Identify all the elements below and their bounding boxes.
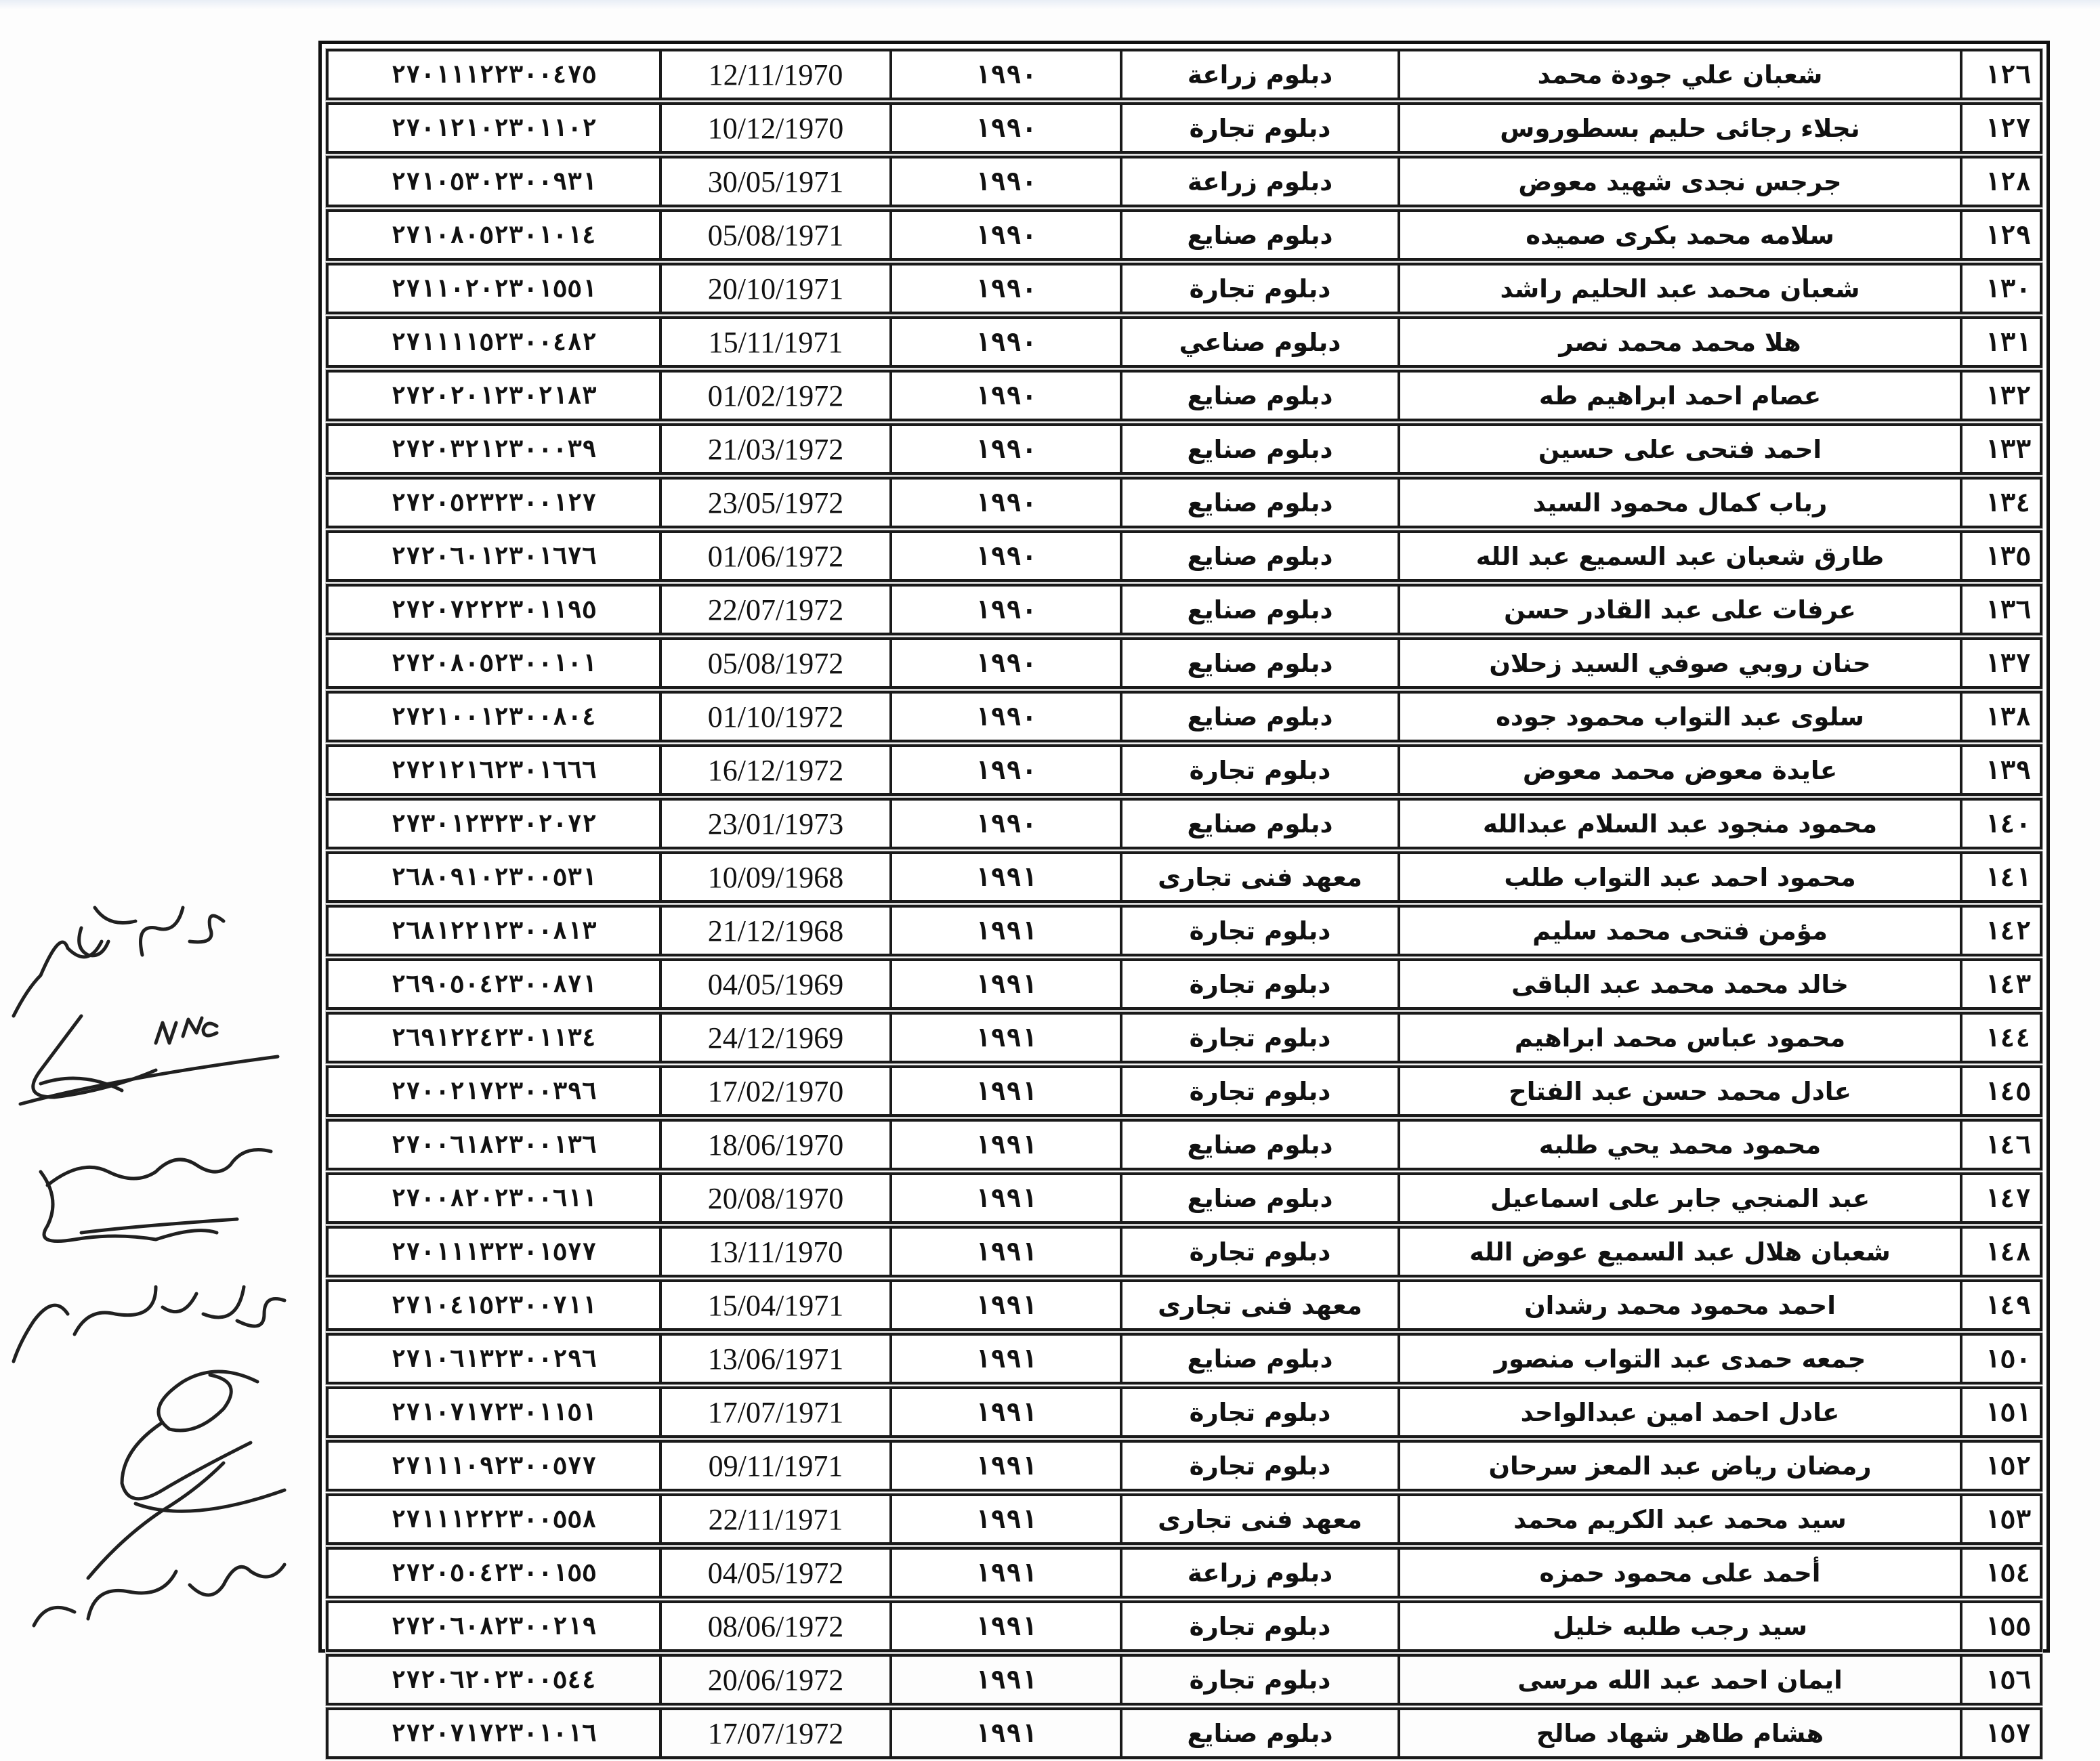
scan-top-edge bbox=[0, 0, 2100, 9]
qualification-cell: دبلوم تجارة bbox=[1122, 1012, 1400, 1063]
table-row bbox=[326, 1440, 2042, 1491]
national-id-cell: ٢٧١١١٢٢٢٣٠٠٥٥٨ bbox=[326, 1493, 662, 1545]
cell-gap bbox=[1962, 1226, 1976, 1277]
table-row bbox=[326, 423, 2042, 475]
graduation-year-cell: ١٩٩٠ bbox=[892, 102, 1122, 154]
qualification-cell: دبلوم زراعة bbox=[1122, 156, 1400, 207]
serial-number-cell: ١٢٧ bbox=[1976, 102, 2042, 154]
serial-number-cell: ١٢٩ bbox=[1976, 209, 2042, 261]
table-row bbox=[326, 1600, 2042, 1652]
serial-number-cell: ١٥٢ bbox=[1976, 1440, 2042, 1491]
cell-gap bbox=[1962, 1440, 1976, 1491]
cell-gap bbox=[1962, 1172, 1976, 1224]
national-id-cell: ٢٧٢٠٢٠١٢٣٠٢١٨٣ bbox=[326, 370, 662, 421]
graduation-year-cell: ١٩٩٠ bbox=[892, 209, 1122, 261]
cell-gap bbox=[1962, 370, 1976, 421]
qualification-cell: دبلوم تجارة bbox=[1122, 1440, 1400, 1491]
graduation-year-cell: ١٩٩٠ bbox=[892, 370, 1122, 421]
serial-number-cell: ١٥١ bbox=[1976, 1386, 2042, 1438]
national-id-cell: ٢٧١١١٠٩٢٣٠٠٥٧٧ bbox=[326, 1440, 662, 1491]
full-name-cell: احمد محمود محمد رشدان bbox=[1400, 1279, 1962, 1331]
qualification-cell: دبلوم زراعة bbox=[1122, 1547, 1400, 1598]
cell-gap bbox=[1962, 1386, 1976, 1438]
graduation-year-cell: ١٩٩١ bbox=[892, 1440, 1122, 1491]
table-row bbox=[326, 156, 2042, 207]
table-row bbox=[326, 102, 2042, 154]
qualification-cell: دبلوم صنايع bbox=[1122, 209, 1400, 261]
full-name-cell: حنان روبي صوفي السيد زحلان bbox=[1400, 637, 1962, 689]
cell-gap bbox=[1962, 1333, 1976, 1384]
full-name-cell: رمضان رياض عبد المعز سرحان bbox=[1400, 1440, 1962, 1491]
cell-gap bbox=[1962, 905, 1976, 956]
signatures-area bbox=[0, 880, 305, 1659]
full-name-cell: نجلاء رجائى حليم بسطوروس bbox=[1400, 102, 1962, 154]
birth-date-cell: 12/11/1970 bbox=[662, 49, 892, 100]
serial-number-cell: ١٣٥ bbox=[1976, 530, 2042, 582]
national-id-cell: ٢٧٠٠٦١٨٢٣٠٠١٣٦ bbox=[326, 1119, 662, 1170]
graduation-year-cell: ١٩٩٠ bbox=[892, 798, 1122, 849]
full-name-cell: محمود عباس محمد ابراهيم bbox=[1400, 1012, 1962, 1063]
full-name-cell: محمود محمد يحي طلبه bbox=[1400, 1119, 1962, 1170]
qualification-cell: دبلوم صنايع bbox=[1122, 691, 1400, 742]
full-name-cell: سلوى عبد التواب محمود جوده bbox=[1400, 691, 1962, 742]
serial-number-cell: ١٣٩ bbox=[1976, 744, 2042, 796]
full-name-cell: عرفات على عبد القادر حسن bbox=[1400, 584, 1962, 635]
serial-number-cell: ١٥٠ bbox=[1976, 1333, 2042, 1384]
birth-date-cell: 08/06/1972 bbox=[662, 1600, 892, 1652]
qualification-cell: دبلوم صنايع bbox=[1122, 637, 1400, 689]
table-row bbox=[326, 1333, 2042, 1384]
table-row bbox=[326, 1119, 2042, 1170]
serial-number-cell: ١٥٤ bbox=[1976, 1547, 2042, 1598]
cell-gap bbox=[1962, 1707, 1976, 1759]
signature-5 bbox=[88, 1372, 285, 1578]
cell-gap bbox=[1962, 691, 1976, 742]
national-id-cell: ٢٧٢٠٣٢١٢٣٠٠٠٣٩ bbox=[326, 423, 662, 475]
qualification-cell: دبلوم تجارة bbox=[1122, 263, 1400, 314]
serial-number-cell: ١٤٨ bbox=[1976, 1226, 2042, 1277]
graduation-year-cell: ١٩٩٠ bbox=[892, 316, 1122, 368]
qualification-cell: دبلوم صنايع bbox=[1122, 1119, 1400, 1170]
cell-gap bbox=[1962, 584, 1976, 635]
birth-date-cell: 22/11/1971 bbox=[662, 1493, 892, 1545]
birth-date-cell: 05/08/1971 bbox=[662, 209, 892, 261]
roster-sheet bbox=[318, 41, 2050, 1750]
national-id-cell: ٢٧٢٠٥٢٣٢٣٠٠١٢٧ bbox=[326, 477, 662, 528]
cell-gap bbox=[1962, 1654, 1976, 1705]
qualification-cell: دبلوم صنايع bbox=[1122, 1707, 1400, 1759]
table-row bbox=[326, 637, 2042, 689]
graduation-year-cell: ١٩٩٠ bbox=[892, 477, 1122, 528]
graduation-year-cell: ١٩٩٠ bbox=[892, 49, 1122, 100]
qualification-cell: معهد فنى تجارى bbox=[1122, 1279, 1400, 1331]
cell-gap bbox=[1962, 316, 1976, 368]
national-id-cell: ٢٧٠٠٢١٧٢٣٠٠٣٩٦ bbox=[326, 1065, 662, 1117]
full-name-cell: عبد المنجي جابر على اسماعيل bbox=[1400, 1172, 1962, 1224]
graduation-year-cell: ١٩٩١ bbox=[892, 1065, 1122, 1117]
signature-4 bbox=[14, 1287, 285, 1361]
full-name-cell: شعبان هلال عبد السميع عوض الله bbox=[1400, 1226, 1962, 1277]
signature-2-gnmc bbox=[20, 1016, 278, 1104]
full-name-cell: عصام احمد ابراهيم طه bbox=[1400, 370, 1962, 421]
full-name-cell: مؤمن فتحى محمد سليم bbox=[1400, 905, 1962, 956]
national-id-cell: ٢٧٠١١١٣٢٣٠١٥٧٧ bbox=[326, 1226, 662, 1277]
table-row bbox=[326, 1547, 2042, 1598]
graduation-year-cell: ١٩٩١ bbox=[892, 958, 1122, 1010]
graduation-year-cell: ١٩٩١ bbox=[892, 1172, 1122, 1224]
cell-gap bbox=[1962, 49, 1976, 100]
national-id-cell: ٢٧٠٠٨٢٠٢٣٠٠٦١١ bbox=[326, 1172, 662, 1224]
serial-number-cell: ١٥٦ bbox=[1976, 1654, 2042, 1705]
qualification-cell: دبلوم تجارة bbox=[1122, 1226, 1400, 1277]
birth-date-cell: 22/07/1972 bbox=[662, 584, 892, 635]
birth-date-cell: 20/10/1971 bbox=[662, 263, 892, 314]
birth-date-cell: 15/04/1971 bbox=[662, 1279, 892, 1331]
qualification-cell: دبلوم تجارة bbox=[1122, 1065, 1400, 1117]
full-name-cell: سلامه محمد بكرى صميده bbox=[1400, 209, 1962, 261]
serial-number-cell: ١٤٤ bbox=[1976, 1012, 2042, 1063]
table-row bbox=[326, 744, 2042, 796]
qualification-cell: دبلوم صنايع bbox=[1122, 1333, 1400, 1384]
qualification-cell: دبلوم تجارة bbox=[1122, 102, 1400, 154]
national-id-cell: ٢٧٢٠٥٠٤٢٣٠٠١٥٥ bbox=[326, 1547, 662, 1598]
full-name-cell: أحمد على محمود حمزه bbox=[1400, 1547, 1962, 1598]
graduation-year-cell: ١٩٩١ bbox=[892, 1493, 1122, 1545]
graduation-year-cell: ١٩٩١ bbox=[892, 1386, 1122, 1438]
serial-number-cell: ١٤٦ bbox=[1976, 1119, 2042, 1170]
serial-number-cell: ١٣٣ bbox=[1976, 423, 2042, 475]
serial-number-cell: ١٣٠ bbox=[1976, 263, 2042, 314]
table-row bbox=[326, 209, 2042, 261]
birth-date-cell: 05/08/1972 bbox=[662, 637, 892, 689]
birth-date-cell: 24/12/1969 bbox=[662, 1012, 892, 1063]
full-name-cell: رباب كمال محمود السيد bbox=[1400, 477, 1962, 528]
serial-number-cell: ١٤٩ bbox=[1976, 1279, 2042, 1331]
cell-gap bbox=[1962, 209, 1976, 261]
national-id-cell: ٢٧٢٠٧١٧٢٣٠١٠١٦ bbox=[326, 1707, 662, 1759]
serial-number-cell: ١٤٥ bbox=[1976, 1065, 2042, 1117]
full-name-cell: ايمان احمد عبد الله مرسى bbox=[1400, 1654, 1962, 1705]
qualification-cell: دبلوم صنايع bbox=[1122, 477, 1400, 528]
graduation-year-cell: ١٩٩١ bbox=[892, 1654, 1122, 1705]
table-row bbox=[326, 1654, 2042, 1705]
birth-date-cell: 23/05/1972 bbox=[662, 477, 892, 528]
graduation-year-cell: ١٩٩١ bbox=[892, 851, 1122, 903]
roster-table-body bbox=[326, 49, 2042, 1759]
cell-gap bbox=[1962, 1012, 1976, 1063]
serial-number-cell: ١٢٦ bbox=[1976, 49, 2042, 100]
serial-number-cell: ١٤٣ bbox=[1976, 958, 2042, 1010]
cell-gap bbox=[1962, 1119, 1976, 1170]
graduation-year-cell: ١٩٩٠ bbox=[892, 744, 1122, 796]
national-id-cell: ٢٦٩١٢٢٤٢٣٠١١٣٤ bbox=[326, 1012, 662, 1063]
qualification-cell: دبلوم تجارة bbox=[1122, 905, 1400, 956]
national-id-cell: ٢٧٠١٢١٠٢٣٠١١٠٢ bbox=[326, 102, 662, 154]
full-name-cell: طارق شعبان عبد السميع عبد الله bbox=[1400, 530, 1962, 582]
national-id-cell: ٢٧٠١١١٢٢٣٠٠٤٧٥ bbox=[326, 49, 662, 100]
table-row bbox=[326, 1226, 2042, 1277]
full-name-cell: شعبان علي جودة محمد bbox=[1400, 49, 1962, 100]
qualification-cell: دبلوم صنايع bbox=[1122, 1172, 1400, 1224]
birth-date-cell: 21/12/1968 bbox=[662, 905, 892, 956]
graduation-year-cell: ١٩٩٠ bbox=[892, 530, 1122, 582]
national-id-cell: ٢٧٣٠١٢٣٢٣٠٢٠٧٢ bbox=[326, 798, 662, 849]
cell-gap bbox=[1962, 423, 1976, 475]
birth-date-cell: 04/05/1972 bbox=[662, 1547, 892, 1598]
roster-table bbox=[326, 47, 2042, 1761]
birth-date-cell: 10/09/1968 bbox=[662, 851, 892, 903]
national-id-cell: ٢٧١٠٥٣٠٢٣٠٠٩٣١ bbox=[326, 156, 662, 207]
qualification-cell: معهد فنى تجارى bbox=[1122, 1493, 1400, 1545]
table-row bbox=[326, 530, 2042, 582]
serial-number-cell: ١٤١ bbox=[1976, 851, 2042, 903]
table-row bbox=[326, 905, 2042, 956]
qualification-cell: دبلوم صنايع bbox=[1122, 370, 1400, 421]
handwritten-signatures bbox=[0, 880, 305, 1659]
table-row bbox=[326, 798, 2042, 849]
full-name-cell: سيد رجب طلبه خليل bbox=[1400, 1600, 1962, 1652]
cell-gap bbox=[1962, 263, 1976, 314]
national-id-cell: ٢٦٨١٢٢١٢٣٠٠٨١٣ bbox=[326, 905, 662, 956]
national-id-cell: ٢٧١٠٧١٧٢٣٠١١٥١ bbox=[326, 1386, 662, 1438]
signature-3 bbox=[41, 1150, 271, 1242]
qualification-cell: دبلوم صنايع bbox=[1122, 798, 1400, 849]
cell-gap bbox=[1962, 744, 1976, 796]
full-name-cell: عايدة معوض محمد معوض bbox=[1400, 744, 1962, 796]
table-row bbox=[326, 851, 2042, 903]
table-row bbox=[326, 691, 2042, 742]
cell-gap bbox=[1962, 530, 1976, 582]
full-name-cell: احمد فتحى على حسين bbox=[1400, 423, 1962, 475]
serial-number-cell: ١٣٢ bbox=[1976, 370, 2042, 421]
full-name-cell: خالد محمد محمد عبد الباقى bbox=[1400, 958, 1962, 1010]
table-row bbox=[326, 1386, 2042, 1438]
birth-date-cell: 13/06/1971 bbox=[662, 1333, 892, 1384]
cell-gap bbox=[1962, 637, 1976, 689]
qualification-cell: دبلوم زراعة bbox=[1122, 49, 1400, 100]
full-name-cell: سيد محمد عبد الكريم محمد bbox=[1400, 1493, 1962, 1545]
table-row bbox=[326, 1493, 2042, 1545]
serial-number-cell: ١٥٣ bbox=[1976, 1493, 2042, 1545]
graduation-year-cell: ١٩٩٠ bbox=[892, 637, 1122, 689]
national-id-cell: ٢٧١٠٤١٥٢٣٠٠٧١١ bbox=[326, 1279, 662, 1331]
serial-number-cell: ١٣١ bbox=[1976, 316, 2042, 368]
graduation-year-cell: ١٩٩٠ bbox=[892, 156, 1122, 207]
graduation-year-cell: ١٩٩١ bbox=[892, 1707, 1122, 1759]
table-row bbox=[326, 370, 2042, 421]
full-name-cell: هشام طاهر شهاد صالح bbox=[1400, 1707, 1962, 1759]
cell-gap bbox=[1962, 1279, 1976, 1331]
full-name-cell: عادل محمد حسن عبد الفتاح bbox=[1400, 1065, 1962, 1117]
full-name-cell: هلا محمد محمد نصر bbox=[1400, 316, 1962, 368]
birth-date-cell: 15/11/1971 bbox=[662, 316, 892, 368]
graduation-year-cell: ١٩٩١ bbox=[892, 1119, 1122, 1170]
birth-date-cell: 20/08/1970 bbox=[662, 1172, 892, 1224]
national-id-cell: ٢٧١١٠٢٠٢٣٠١٥٥١ bbox=[326, 263, 662, 314]
cell-gap bbox=[1962, 798, 1976, 849]
full-name-cell: جمعه حمدى عبد التواب منصور bbox=[1400, 1333, 1962, 1384]
cell-gap bbox=[1962, 477, 1976, 528]
full-name-cell: جرجس نجدى شهيد معوض bbox=[1400, 156, 1962, 207]
table-row bbox=[326, 1707, 2042, 1759]
cell-gap bbox=[1962, 1065, 1976, 1117]
national-id-cell: ٢٧٢٠٧٢٢٢٣٠١١٩٥ bbox=[326, 584, 662, 635]
national-id-cell: ٢٧٢٠٦٠٨٢٣٠٠٢١٩ bbox=[326, 1600, 662, 1652]
national-id-cell: ٢٧٢٠٦٢٠٢٣٠٠٥٤٤ bbox=[326, 1654, 662, 1705]
graduation-year-cell: ١٩٩٠ bbox=[892, 263, 1122, 314]
cell-gap bbox=[1962, 851, 1976, 903]
qualification-cell: دبلوم صنايع bbox=[1122, 584, 1400, 635]
graduation-year-cell: ١٩٩١ bbox=[892, 1226, 1122, 1277]
birth-date-cell: 13/11/1970 bbox=[662, 1226, 892, 1277]
table-row bbox=[326, 958, 2042, 1010]
signature-1 bbox=[14, 908, 224, 1016]
qualification-cell: دبلوم تجارة bbox=[1122, 958, 1400, 1010]
table-row bbox=[326, 1065, 2042, 1117]
national-id-cell: ٢٧١١١١٥٢٣٠٠٤٨٢ bbox=[326, 316, 662, 368]
graduation-year-cell: ١٩٩٠ bbox=[892, 584, 1122, 635]
cell-gap bbox=[1962, 958, 1976, 1010]
cell-gap bbox=[1962, 102, 1976, 154]
serial-number-cell: ١٢٨ bbox=[1976, 156, 2042, 207]
birth-date-cell: 23/01/1973 bbox=[662, 798, 892, 849]
serial-number-cell: ١٣٨ bbox=[1976, 691, 2042, 742]
table-row bbox=[326, 316, 2042, 368]
graduation-year-cell: ١٩٩٠ bbox=[892, 691, 1122, 742]
cell-gap bbox=[1962, 1547, 1976, 1598]
serial-number-cell: ١٥٥ bbox=[1976, 1600, 2042, 1652]
table-row bbox=[326, 49, 2042, 100]
full-name-cell: محمود منجود عبد السلام عبدالله bbox=[1400, 798, 1962, 849]
birth-date-cell: 30/05/1971 bbox=[662, 156, 892, 207]
birth-date-cell: 10/12/1970 bbox=[662, 102, 892, 154]
birth-date-cell: 17/02/1970 bbox=[662, 1065, 892, 1117]
graduation-year-cell: ١٩٩١ bbox=[892, 1279, 1122, 1331]
full-name-cell: شعبان محمد عبد الحليم راشد bbox=[1400, 263, 1962, 314]
graduation-year-cell: ١٩٩١ bbox=[892, 1012, 1122, 1063]
serial-number-cell: ١٥٧ bbox=[1976, 1707, 2042, 1759]
birth-date-cell: 21/03/1972 bbox=[662, 423, 892, 475]
cell-gap bbox=[1962, 156, 1976, 207]
graduation-year-cell: ١٩٩١ bbox=[892, 1547, 1122, 1598]
qualification-cell: دبلوم تجارة bbox=[1122, 1386, 1400, 1438]
birth-date-cell: 09/11/1971 bbox=[662, 1440, 892, 1491]
birth-date-cell: 01/10/1972 bbox=[662, 691, 892, 742]
serial-number-cell: ١٣٧ bbox=[1976, 637, 2042, 689]
table-row bbox=[326, 584, 2042, 635]
national-id-cell: ٢٧١٠٨٠٥٢٣٠١٠١٤ bbox=[326, 209, 662, 261]
qualification-cell: معهد فنى تجارى bbox=[1122, 851, 1400, 903]
graduation-year-cell: ١٩٩١ bbox=[892, 1600, 1122, 1652]
table-row bbox=[326, 1172, 2042, 1224]
graduation-year-cell: ١٩٩١ bbox=[892, 1333, 1122, 1384]
table-row bbox=[326, 477, 2042, 528]
birth-date-cell: 20/06/1972 bbox=[662, 1654, 892, 1705]
qualification-cell: دبلوم تجارة bbox=[1122, 1654, 1400, 1705]
table-row bbox=[326, 1279, 2042, 1331]
national-id-cell: ٢٧٢١٠٠١٢٣٠٠٨٠٤ bbox=[326, 691, 662, 742]
birth-date-cell: 16/12/1972 bbox=[662, 744, 892, 796]
birth-date-cell: 18/06/1970 bbox=[662, 1119, 892, 1170]
full-name-cell: عادل احمد امين عبدالواحد bbox=[1400, 1386, 1962, 1438]
qualification-cell: دبلوم صنايع bbox=[1122, 530, 1400, 582]
table-row bbox=[326, 263, 2042, 314]
qualification-cell: دبلوم صنايع bbox=[1122, 423, 1400, 475]
qualification-cell: دبلوم تجارة bbox=[1122, 1600, 1400, 1652]
qualification-cell: دبلوم صناعي bbox=[1122, 316, 1400, 368]
graduation-year-cell: ١٩٩١ bbox=[892, 905, 1122, 956]
cell-gap bbox=[1962, 1493, 1976, 1545]
serial-number-cell: ١٤٢ bbox=[1976, 905, 2042, 956]
birth-date-cell: 04/05/1969 bbox=[662, 958, 892, 1010]
signature-6 bbox=[34, 1565, 285, 1626]
qualification-cell: دبلوم تجارة bbox=[1122, 744, 1400, 796]
birth-date-cell: 17/07/1972 bbox=[662, 1707, 892, 1759]
national-id-cell: ٢٧٢٠٨٠٥٢٣٠٠١٠١ bbox=[326, 637, 662, 689]
national-id-cell: ٢٧٢١٢١٦٢٣٠١٦٦٦ bbox=[326, 744, 662, 796]
national-id-cell: ٢٦٩٠٥٠٤٢٣٠٠٨٧١ bbox=[326, 958, 662, 1010]
birth-date-cell: 17/07/1971 bbox=[662, 1386, 892, 1438]
serial-number-cell: ١٣٦ bbox=[1976, 584, 2042, 635]
cell-gap bbox=[1962, 1600, 1976, 1652]
serial-number-cell: ١٤٧ bbox=[1976, 1172, 2042, 1224]
serial-number-cell: ١٣٤ bbox=[1976, 477, 2042, 528]
birth-date-cell: 01/06/1972 bbox=[662, 530, 892, 582]
national-id-cell: ٢٧٢٠٦٠١٢٣٠١٦٧٦ bbox=[326, 530, 662, 582]
national-id-cell: ٢٧١٠٦١٣٢٣٠٠٢٩٦ bbox=[326, 1333, 662, 1384]
table-row bbox=[326, 1012, 2042, 1063]
birth-date-cell: 01/02/1972 bbox=[662, 370, 892, 421]
national-id-cell: ٢٦٨٠٩١٠٢٣٠٠٥٣١ bbox=[326, 851, 662, 903]
serial-number-cell: ١٤٠ bbox=[1976, 798, 2042, 849]
graduation-year-cell: ١٩٩٠ bbox=[892, 423, 1122, 475]
full-name-cell: محمود احمد عبد التواب طلب bbox=[1400, 851, 1962, 903]
